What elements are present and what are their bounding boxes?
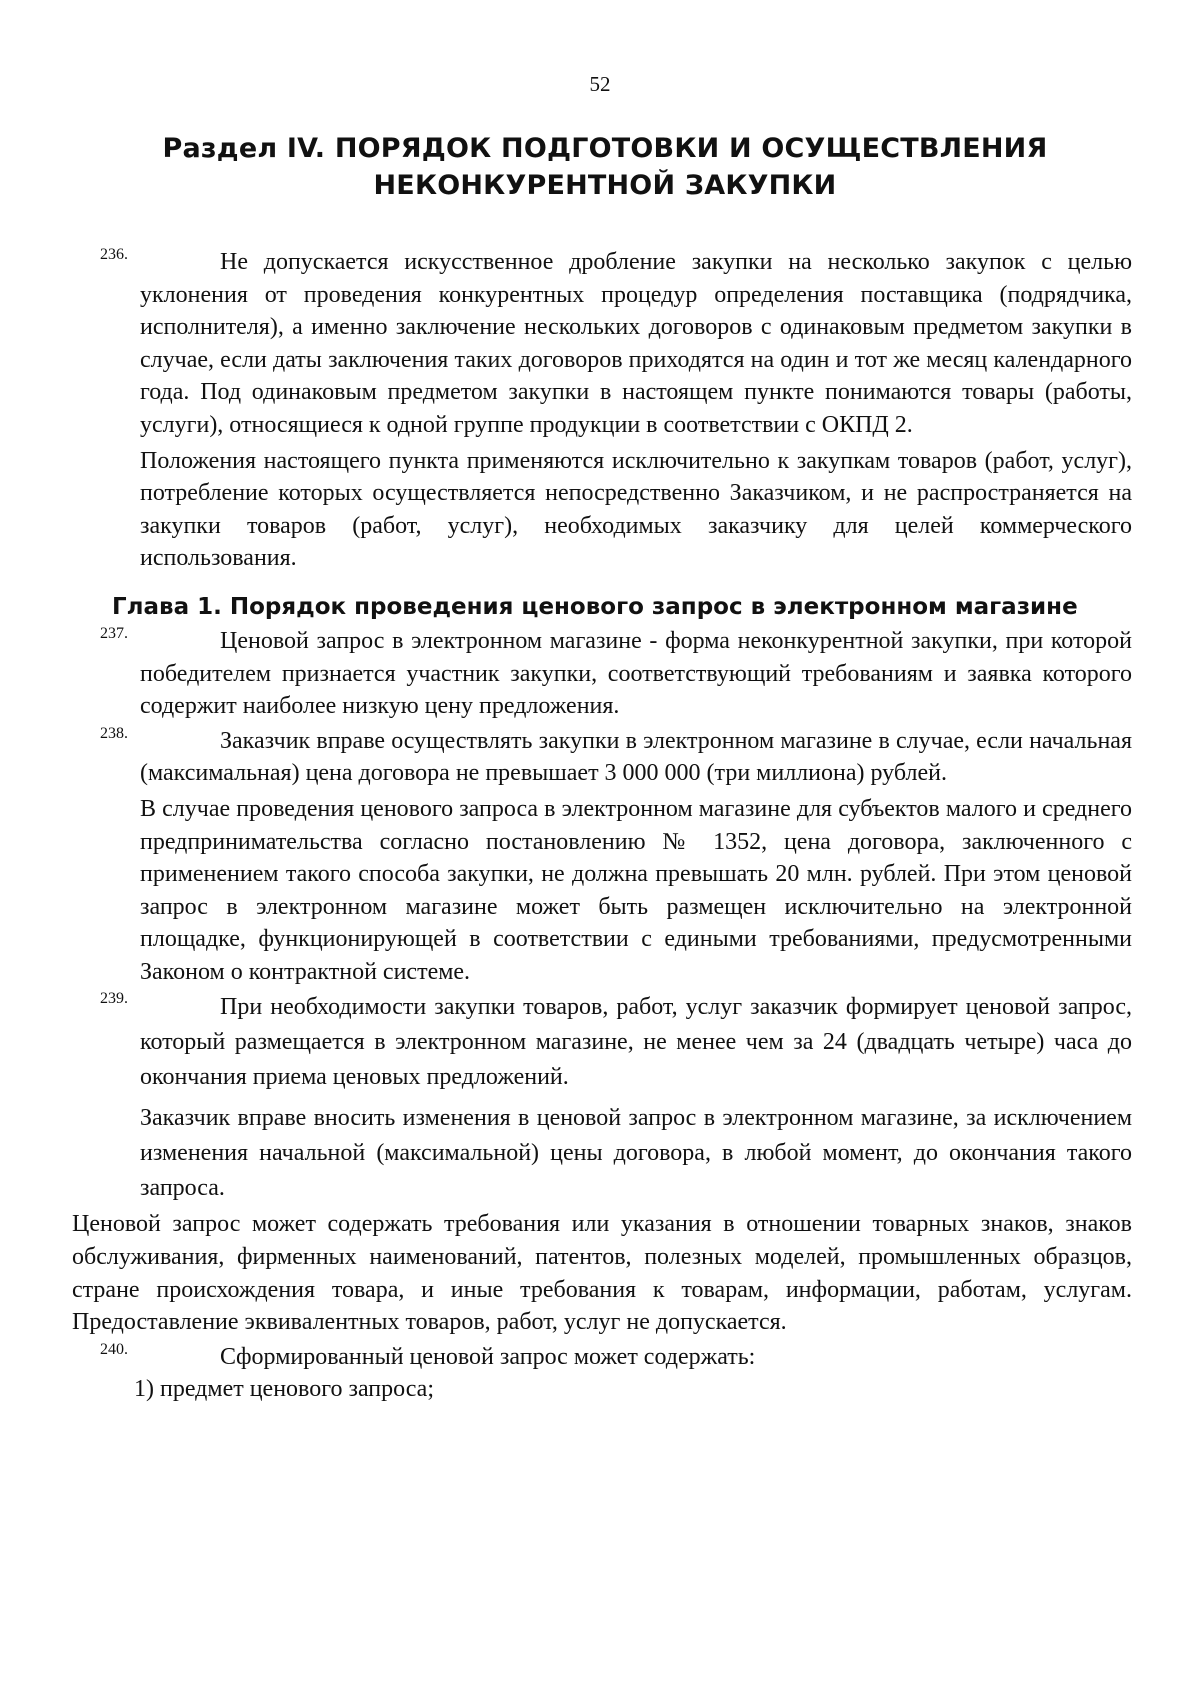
clause-237 <box>72 625 1132 723</box>
page-number: 52 <box>589 72 611 96</box>
clause-236 <box>72 246 1132 575</box>
clause-text: Сформированный ценовой запрос может содержать: <box>220 1343 756 1370</box>
section-title: Раздел IV. ПОРЯДОК ПОДГОТОВКИ И ОСУЩЕСТВЛЕНИЯ НЕКОНКУРЕНТНОЙ ЗАКУПКИ <box>162 133 1048 201</box>
document-body <box>72 246 1132 1405</box>
clause-text-continued: В случае проведения ценового запроса в электронном магазине для субъектов малого и среднего предпринимательства согласно постановлению № 1352, цена договора, заключенного с применением такого способа закупки, не должна превышать 20 млн. рублей. При этом ценовой запрос в электронном магазине может быть размещен исключительно на электронной площадке, функционирующей в соответствии с едиными требованиями, предусмотренными Законом о контрактной системе. <box>140 795 1132 985</box>
clause-text: Не допускается искусственное дробление закупки на несколько закупок с целью уклонения от проведения конкурентных процедур определения поставщика (подрядчика, исполнителя), а именно заключение нескольких договоров с одинаковым предметом закупки в случае, если даты заключения таких договоров приходятся на один и тот же месяц календарного года. Под одинаковым предметом закупки в настоящем пункте понимаются товары (работы, услуги), относящиеся к одной группе продукции в соответствии с ОКПД 2. <box>140 249 1132 438</box>
list-item: 1) предмет ценового запроса; <box>134 1376 434 1403</box>
chapter-title: Глава 1. Порядок проведения ценового запрос в электронном магазине <box>112 593 1078 620</box>
clause-number: 237. <box>100 624 128 642</box>
clause-240 <box>72 1341 1132 1374</box>
clause-number: 240. <box>100 1340 128 1358</box>
free-paragraph: Ценовой запрос может содержать требования или указания в отношении товарных знаков, знаков обслуживания, фирменных наименований, патентов, полезных моделей, промышленных образцов, стране происхождения товара, и иные требования к товарам, информации, работам, услугам. Предоставление эквивалентных товаров, работ, услуг не допускается. <box>72 1211 1132 1336</box>
clause-238 <box>72 725 1132 989</box>
clause-text-continued: Заказчик вправе вносить изменения в ценовой запрос в электронном магазине, за исключением изменения начальной (максимальной) цены договора, в любой момент, до окончания такого запроса. <box>140 1105 1132 1202</box>
clause-number: 238. <box>100 724 128 742</box>
clause-text: При необходимости закупки товаров, работ, услуг заказчик формирует ценовой запрос, который размещается в электронном магазине, не менее чем за 24 (двадцать четыре) часа до окончания приема ценовых предложений. <box>140 994 1132 1091</box>
clause-text: Ценовой запрос в электронном магазине - форма неконкурентной закупки, при которой победителем признается участник закупки, соответствующий требованиям и заявка которого содержит наиболее низкую цену предложения. <box>140 627 1132 720</box>
clause-text-continued: Положения настоящего пункта применяются исключительно к закупкам товаров (работ, услуг), потребление которых осуществляется непосредственно Заказчиком, и не распространяется на закупки товаров (работ, услуг), необходимых заказчику для целей коммерческого использования. <box>140 447 1132 572</box>
clause-number: 236. <box>100 246 128 263</box>
clause-number: 239. <box>100 990 128 1008</box>
clause-text: Заказчик вправе осуществлять закупки в электронном магазине в случае, если начальная (максимальная) цена договора не превышает 3 000 000 (три миллиона) рублей. <box>140 727 1132 787</box>
clause-239 <box>72 990 1132 1206</box>
